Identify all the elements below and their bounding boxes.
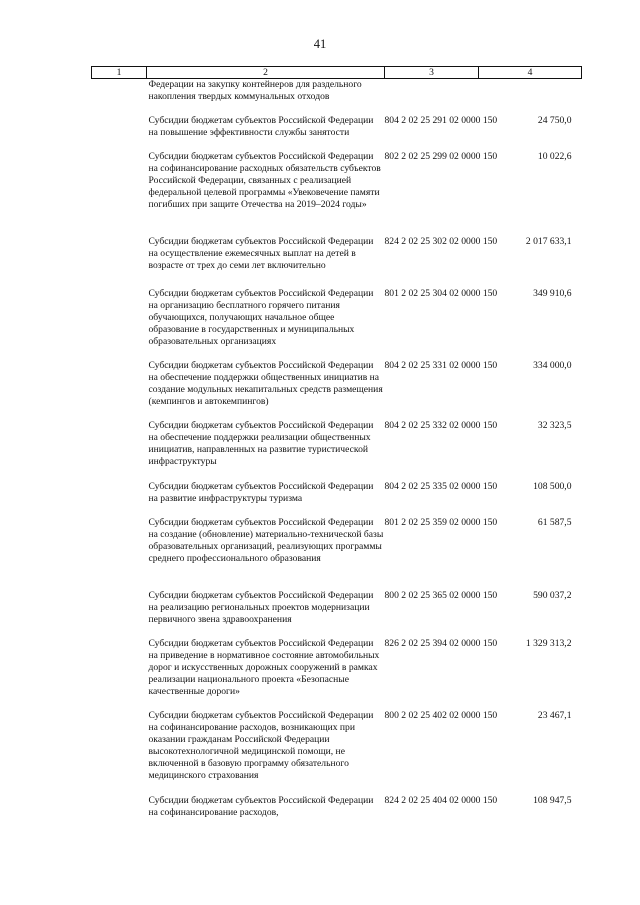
row-name: Субсидии бюджетам субъектов Российской Федерации на повышение эффективности службы занятости xyxy=(148,114,374,138)
table-row xyxy=(92,795,582,821)
row-amount: 349 910,6 xyxy=(533,287,572,299)
row-num-cell xyxy=(92,236,147,288)
row-amount: 23 467,1 xyxy=(537,709,572,721)
row-name: Субсидии бюджетам субъектов Российской Федерации на организацию бесплатного горячего питания обучающихся, получающих начальное общее образование в государственных и муниципальных образовательных организациях xyxy=(148,287,374,347)
row-name: Субсидии бюджетам субъектов Российской Федерации на создание (обновление) материально-технической базы образовательных организаций, реализующих программы среднего профессионального образования xyxy=(148,516,384,564)
header-col-4: 4 xyxy=(479,67,582,79)
row-code: 804 2 02 25 331 02 0000 150 xyxy=(384,359,498,371)
row-name: Субсидии бюджетам субъектов Российской Федерации на осуществление ежемесячных выплат на детей в возрасте от трех до семи лет включительно xyxy=(148,235,374,271)
table-body xyxy=(92,79,582,821)
row-amount xyxy=(479,79,582,115)
row-code: 800 2 02 25 402 02 0000 150 xyxy=(384,709,498,721)
row-name: Субсидии бюджетам субъектов Российской Федерации на софинансирование расходных обязательств субъектов Российской Федерации, связанных с реализацией федеральной целевой программы «Увековечение памяти погибших при защите Отечества на 2019–2024 годы» xyxy=(148,150,381,210)
row-name: Субсидии бюджетам субъектов Российской Федерации на приведение в нормативное состояние автомобильных дорог и искусственных дорожных сооружений в рамках реализации национального проекта «Безопасные качественные дороги» xyxy=(148,637,380,697)
header-col-1: 1 xyxy=(92,67,147,79)
row-code: 804 2 02 25 291 02 0000 150 xyxy=(384,114,498,126)
row-num-cell xyxy=(92,710,147,795)
row-code: 824 2 02 25 302 02 0000 150 xyxy=(384,235,498,247)
table-row xyxy=(92,481,582,517)
row-amount: 32 323,5 xyxy=(537,419,572,431)
row-code: 802 2 02 25 299 02 0000 150 xyxy=(384,150,498,162)
row-amount: 24 750,0 xyxy=(537,114,572,126)
table-row xyxy=(92,638,582,710)
row-name: Субсидии бюджетам субъектов Российской Федерации на обеспечение поддержки общественных инициатив на создание модульных некапитальных средств размещения (кемпингов и автокемпингов) xyxy=(148,359,383,407)
table-row xyxy=(92,236,582,288)
budget-table xyxy=(91,66,582,821)
table-header xyxy=(92,67,582,79)
row-amount: 10 022,6 xyxy=(537,150,572,162)
row-code: 804 2 02 25 335 02 0000 150 xyxy=(384,480,498,492)
row-code: 826 2 02 25 394 02 0000 150 xyxy=(384,637,498,649)
page-number: 41 xyxy=(313,37,327,51)
header-col-3: 3 xyxy=(385,67,479,79)
row-num-cell xyxy=(92,360,147,420)
row-code: 824 2 02 25 404 02 0000 150 xyxy=(384,794,498,806)
row-num-cell xyxy=(92,79,147,115)
row-amount: 61 587,5 xyxy=(537,516,572,528)
table-row xyxy=(92,151,582,236)
row-code: 800 2 02 25 365 02 0000 150 xyxy=(384,589,498,601)
row-num-cell xyxy=(92,795,147,821)
row-code: 801 2 02 25 359 02 0000 150 xyxy=(384,516,498,528)
row-name: Федерации на закупку контейнеров для раздельного накопления твердых коммунальных отходов xyxy=(148,79,362,103)
row-num-cell xyxy=(92,115,147,151)
row-name: Субсидии бюджетам субъектов Российской Федерации на софинансирование расходов, xyxy=(148,794,374,818)
row-code: 804 2 02 25 332 02 0000 150 xyxy=(384,419,498,431)
row-num-cell xyxy=(92,481,147,517)
table-row xyxy=(92,288,582,360)
row-num-cell xyxy=(92,590,147,638)
row-amount: 108 947,5 xyxy=(533,794,572,806)
row-code xyxy=(385,79,479,115)
header-col-2: 2 xyxy=(147,67,385,79)
header-row xyxy=(92,67,582,79)
row-name: Субсидии бюджетам субъектов Российской Федерации на обеспечение поддержки реализации общественных инициатив, направленных на развитие туристической инфраструктуры xyxy=(148,419,374,467)
row-amount: 108 500,0 xyxy=(533,480,572,492)
row-num-cell xyxy=(92,638,147,710)
row-amount: 334 000,0 xyxy=(533,359,572,371)
row-name: Субсидии бюджетам субъектов Российской Федерации на софинансирование расходов, возникающих при оказании гражданам Российской Федерации высокотехнологичной медицинской помощи, не включенной в базовую программу обязательного медицинского страхования xyxy=(148,709,374,781)
row-num-cell xyxy=(92,420,147,481)
row-num-cell xyxy=(92,151,147,236)
row-amount: 590 037,2 xyxy=(533,589,572,601)
row-name: Субсидии бюджетам субъектов Российской Федерации на реализацию региональных проектов модернизации первичного звена здравоохранения xyxy=(148,589,374,625)
row-name: Субсидии бюджетам субъектов Российской Федерации на развитие инфраструктуры туризма xyxy=(148,480,374,504)
table-row xyxy=(92,710,582,795)
row-num-cell xyxy=(92,288,147,360)
row-amount: 1 329 313,2 xyxy=(525,637,572,649)
row-amount: 2 017 633,1 xyxy=(525,235,572,247)
table-row xyxy=(92,79,582,115)
table-row xyxy=(92,115,582,151)
row-num-cell xyxy=(92,517,147,590)
table-row xyxy=(92,517,582,590)
table-row xyxy=(92,590,582,638)
row-code: 801 2 02 25 304 02 0000 150 xyxy=(384,287,498,299)
table-row xyxy=(92,420,582,481)
table-row xyxy=(92,360,582,420)
